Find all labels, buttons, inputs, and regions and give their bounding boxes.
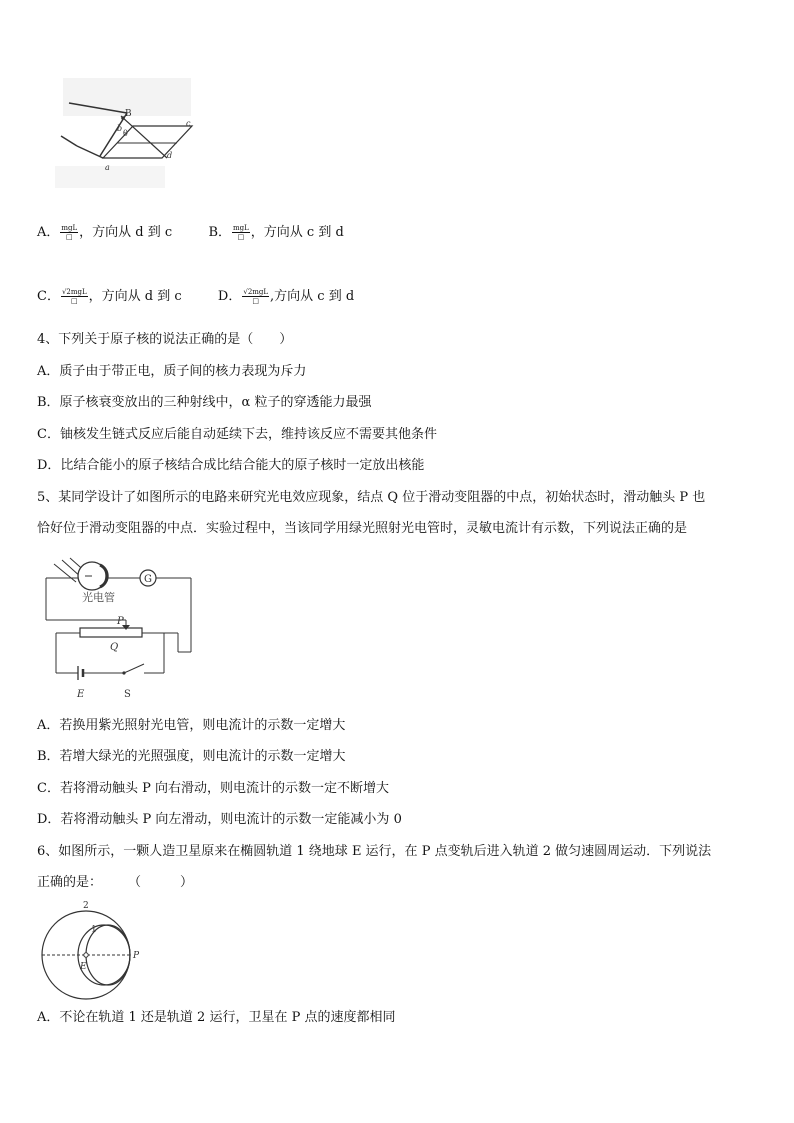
option-letter: C． (37, 289, 60, 304)
lower-rail-bend (77, 146, 103, 158)
option-letter: D． (217, 289, 242, 304)
fraction-denominator: □ (252, 297, 260, 305)
q5-stem-line2: 恰好位于滑动变阻器的中点．实验过程中，当该同学用绿光照射光电管时，灵敏电流计有示数，下列说法正确的是 (37, 521, 688, 536)
fraction-numerator: √2mgL (61, 288, 87, 296)
fraction (232, 224, 250, 241)
fraction-denominator: □ (70, 297, 78, 305)
label-B: B (125, 109, 132, 119)
rail-rod-figure (55, 78, 215, 198)
fraction-denominator: □ (237, 233, 245, 241)
rod-line (121, 116, 167, 158)
q5-option-d[interactable]: D．若将滑动触头 P 向左滑动，则电流计的示数一定能减小为 0 (37, 812, 402, 827)
label-S: S (124, 689, 131, 700)
q4-option-d[interactable]: D．比结合能小的原子核结合成比结合能大的原子核时一定放出核能 (37, 458, 425, 473)
orbit2-label: 2 (83, 901, 89, 911)
option-letter: B． (208, 225, 232, 240)
q3-option-d[interactable] (218, 289, 354, 304)
q6-option-a[interactable]: A．不论在轨道 1 还是轨道 2 运行，卫星在 P 点的速度都相同 (37, 1010, 396, 1025)
q3-option-a[interactable] (37, 225, 176, 240)
switch-pivot (122, 671, 125, 674)
option-text: ，方向从 d 到 c (88, 289, 182, 304)
option-text: ，方向从 d 到 c (79, 225, 173, 240)
fraction-numerator: √2mgL (243, 288, 269, 296)
q6-stem-line1: 6、如图所示，一颗人造卫星原来在椭圆轨道 1 绕地球 E 运行，在 P 点变轨后进入轨道 2 做匀速圆周运动．下列说法 (37, 844, 712, 859)
option-text: ,方向从 c 到 d (270, 289, 355, 304)
q5-option-c[interactable]: C．若将滑动触头 P 向右滑动，则电流计的示数一定不断增大 (37, 781, 389, 796)
q3-options-row1 (37, 224, 344, 241)
label-theta: θ (123, 129, 128, 138)
label-Q: Q (110, 642, 119, 653)
fraction-numerator: mgL (61, 224, 78, 232)
q4-option-a[interactable]: A．质子由于带正电，质子间的核力表现为斥力 (37, 364, 307, 379)
fraction (60, 224, 78, 241)
galvanometer-label: G (144, 574, 152, 585)
photoelectric-circuit-figure (40, 556, 200, 704)
fraction-denominator: □ (65, 233, 73, 241)
fraction-numerator: mgL (233, 224, 249, 232)
q4-stem: 4、下列关于原子核的说法正确的是（ ） (37, 332, 293, 347)
fraction (61, 288, 88, 305)
orbit1-label: 1 (91, 925, 97, 935)
light-ray (54, 564, 76, 582)
q3-option-b[interactable] (208, 225, 343, 240)
earth-label: E (80, 962, 87, 972)
switch-blade[interactable] (124, 664, 144, 673)
lower-rail-lead (61, 136, 77, 146)
label-P: P (117, 616, 124, 627)
earth (84, 953, 88, 957)
label-c: c (186, 119, 191, 128)
option-text: ，方向从 c 到 d (250, 225, 344, 240)
q3-option-c[interactable] (37, 289, 186, 304)
option-letter: A． (37, 225, 60, 240)
point-P-label: P (133, 951, 140, 961)
label-d: d (167, 151, 173, 160)
q5-option-b[interactable]: B．若增大绿光的光照强度，则电流计的示数一定增大 (37, 749, 346, 764)
label-a: a (105, 163, 110, 172)
photo-tube-label: 光电管 (82, 591, 115, 604)
fraction (242, 288, 269, 305)
q3-options-row2 (37, 288, 354, 305)
label-b: b (117, 124, 123, 133)
q4-option-b[interactable]: B．原子核衰变放出的三种射线中，α 粒子的穿透能力最强 (37, 395, 372, 410)
label-E: E (77, 689, 85, 700)
orbit-figure (38, 898, 148, 1010)
rheostat (80, 628, 142, 637)
q6-stem-line2: 正确的是： （ ） (37, 875, 194, 890)
q4-option-c[interactable]: C．铀核发生链式反应后能自动延续下去，维持该反应不需要其他条件 (37, 427, 437, 442)
q5-stem-line1: 5、某同学设计了如图所示的电路来研究光电效应现象，结点 Q 位于滑动变阻器的中点，初始状态时，滑动触头 P 也 (37, 490, 706, 505)
q5-option-a[interactable]: A．若换用紫光照射光电管，则电流计的示数一定增大 (37, 718, 346, 733)
figure-faded-caption (55, 166, 165, 188)
